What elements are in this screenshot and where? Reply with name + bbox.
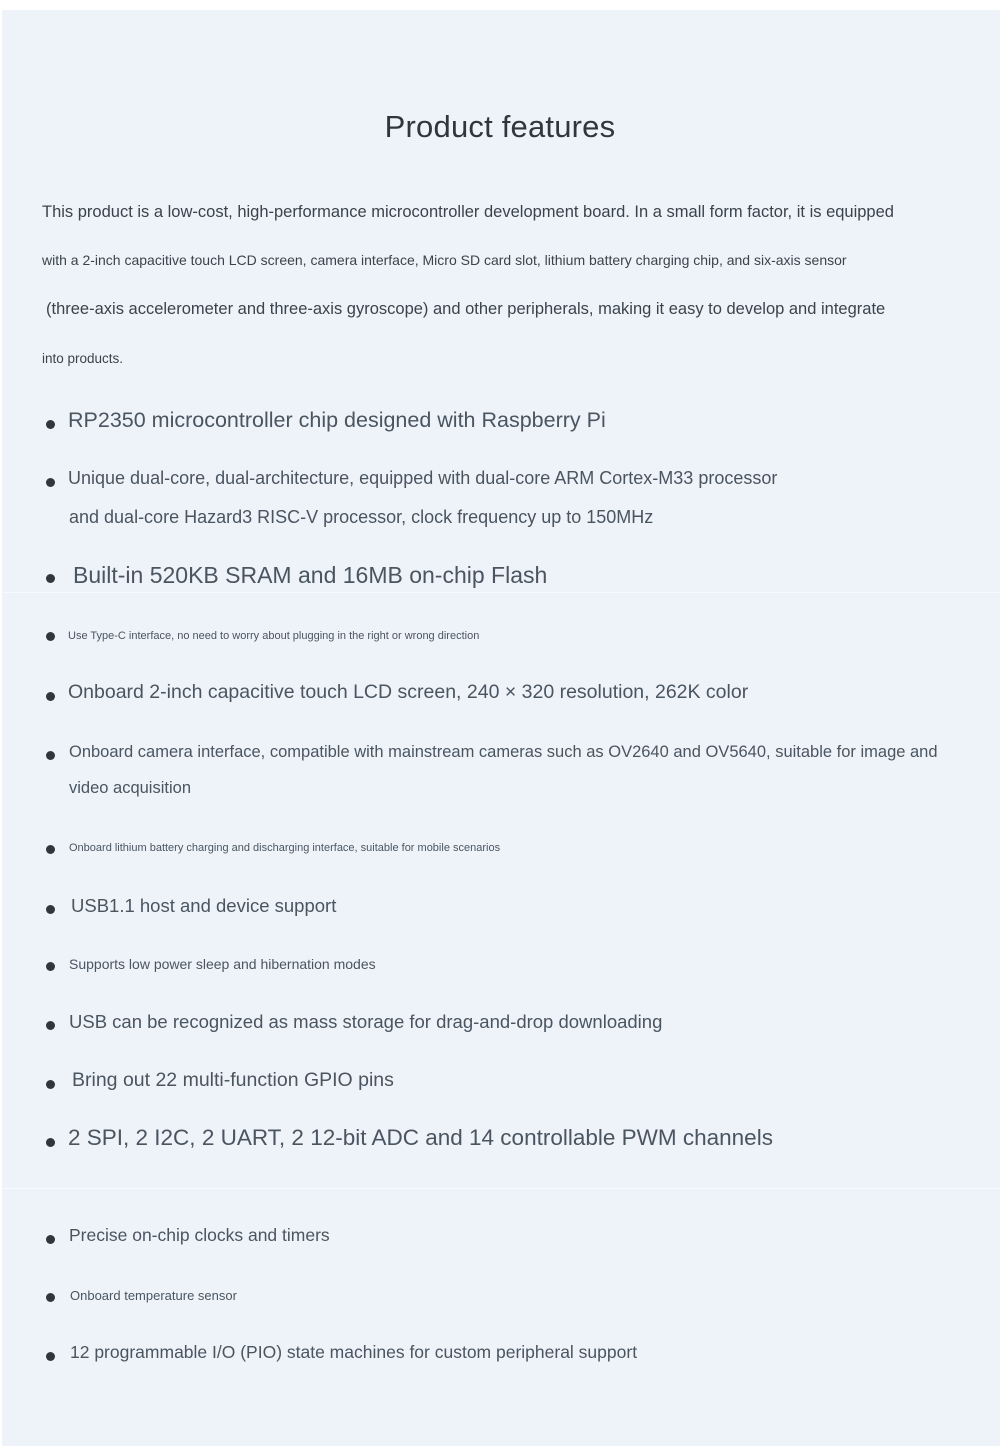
bullet-dot: [46, 751, 55, 760]
feature-text: Onboard temperature sensor: [70, 1288, 237, 1303]
section-divider: [2, 592, 1000, 593]
intro-line-3: (three-axis accelerometer and three-axis gyroscope) and other peripherals, making it easy to develop and integrate: [46, 300, 886, 318]
bullet-dot: [46, 1138, 55, 1147]
feature-text: 2 SPI, 2 I2C, 2 UART, 2 12-bit ADC and 14 controllable PWM channels: [68, 1125, 773, 1150]
section-divider: [2, 1188, 1000, 1189]
bullet-dot: [46, 1293, 55, 1302]
bullet-dot: [46, 962, 55, 971]
bullet-dot: [46, 1080, 55, 1089]
bullet-dot: [46, 1352, 55, 1361]
feature-text: USB1.1 host and device support: [71, 895, 337, 916]
page-title: Product features: [384, 108, 616, 144]
bullet-dot: [46, 420, 55, 429]
feature-text: Onboard camera interface, compatible with mainstream cameras such as OV2640 and OV5640, suitable for image and: [69, 743, 938, 761]
feature-text: Unique dual-core, dual-architecture, equipped with dual-core ARM Cortex-M33 processor: [68, 468, 778, 488]
feature-text: 12 programmable I/O (PIO) state machines for custom peripheral support: [70, 1342, 638, 1362]
feature-text: Onboard lithium battery charging and discharging interface, suitable for mobile scenarios: [69, 842, 501, 854]
feature-text: Bring out 22 multi-function GPIO pins: [72, 1069, 394, 1091]
intro-line-4: into products.: [42, 351, 124, 366]
bullet-dot: [46, 478, 55, 487]
bullet-dot: [46, 574, 55, 583]
bullet-dot: [46, 1235, 55, 1244]
feature-text: USB can be recognized as mass storage for drag-and-drop downloading: [69, 1011, 663, 1032]
feature-text: Use Type-C interface, no need to worry about plugging in the right or wrong direction: [68, 630, 480, 642]
product-features-page: [2, 10, 1000, 1446]
feature-text: Precise on-chip clocks and timers: [69, 1225, 330, 1245]
intro-line-2: with a 2-inch capacitive touch LCD screen, camera interface, Micro SD card slot, lithium battery charging chip, and six-axis sensor: [42, 252, 847, 268]
feature-text: and dual-core Hazard3 RISC-V processor, clock frequency up to 150MHz: [69, 507, 654, 527]
feature-text: Built-in 520KB SRAM and 16MB on-chip Flash: [73, 562, 548, 588]
bullet-dot: [46, 692, 55, 701]
bullet-dot: [46, 632, 55, 641]
intro-line-1: This product is a low-cost, high-performance microcontroller development board. In a small form factor, it is equipped: [42, 203, 894, 221]
feature-text: Onboard 2-inch capacitive touch LCD screen, 240 × 320 resolution, 262K color: [68, 681, 749, 703]
feature-text: RP2350 microcontroller chip designed with Raspberry Pi: [68, 408, 606, 432]
bullet-dot: [46, 845, 55, 854]
bullet-dot: [46, 1021, 55, 1030]
feature-text: video acquisition: [69, 779, 191, 797]
bullet-dot: [46, 905, 55, 914]
feature-text: Supports low power sleep and hibernation modes: [69, 956, 376, 972]
